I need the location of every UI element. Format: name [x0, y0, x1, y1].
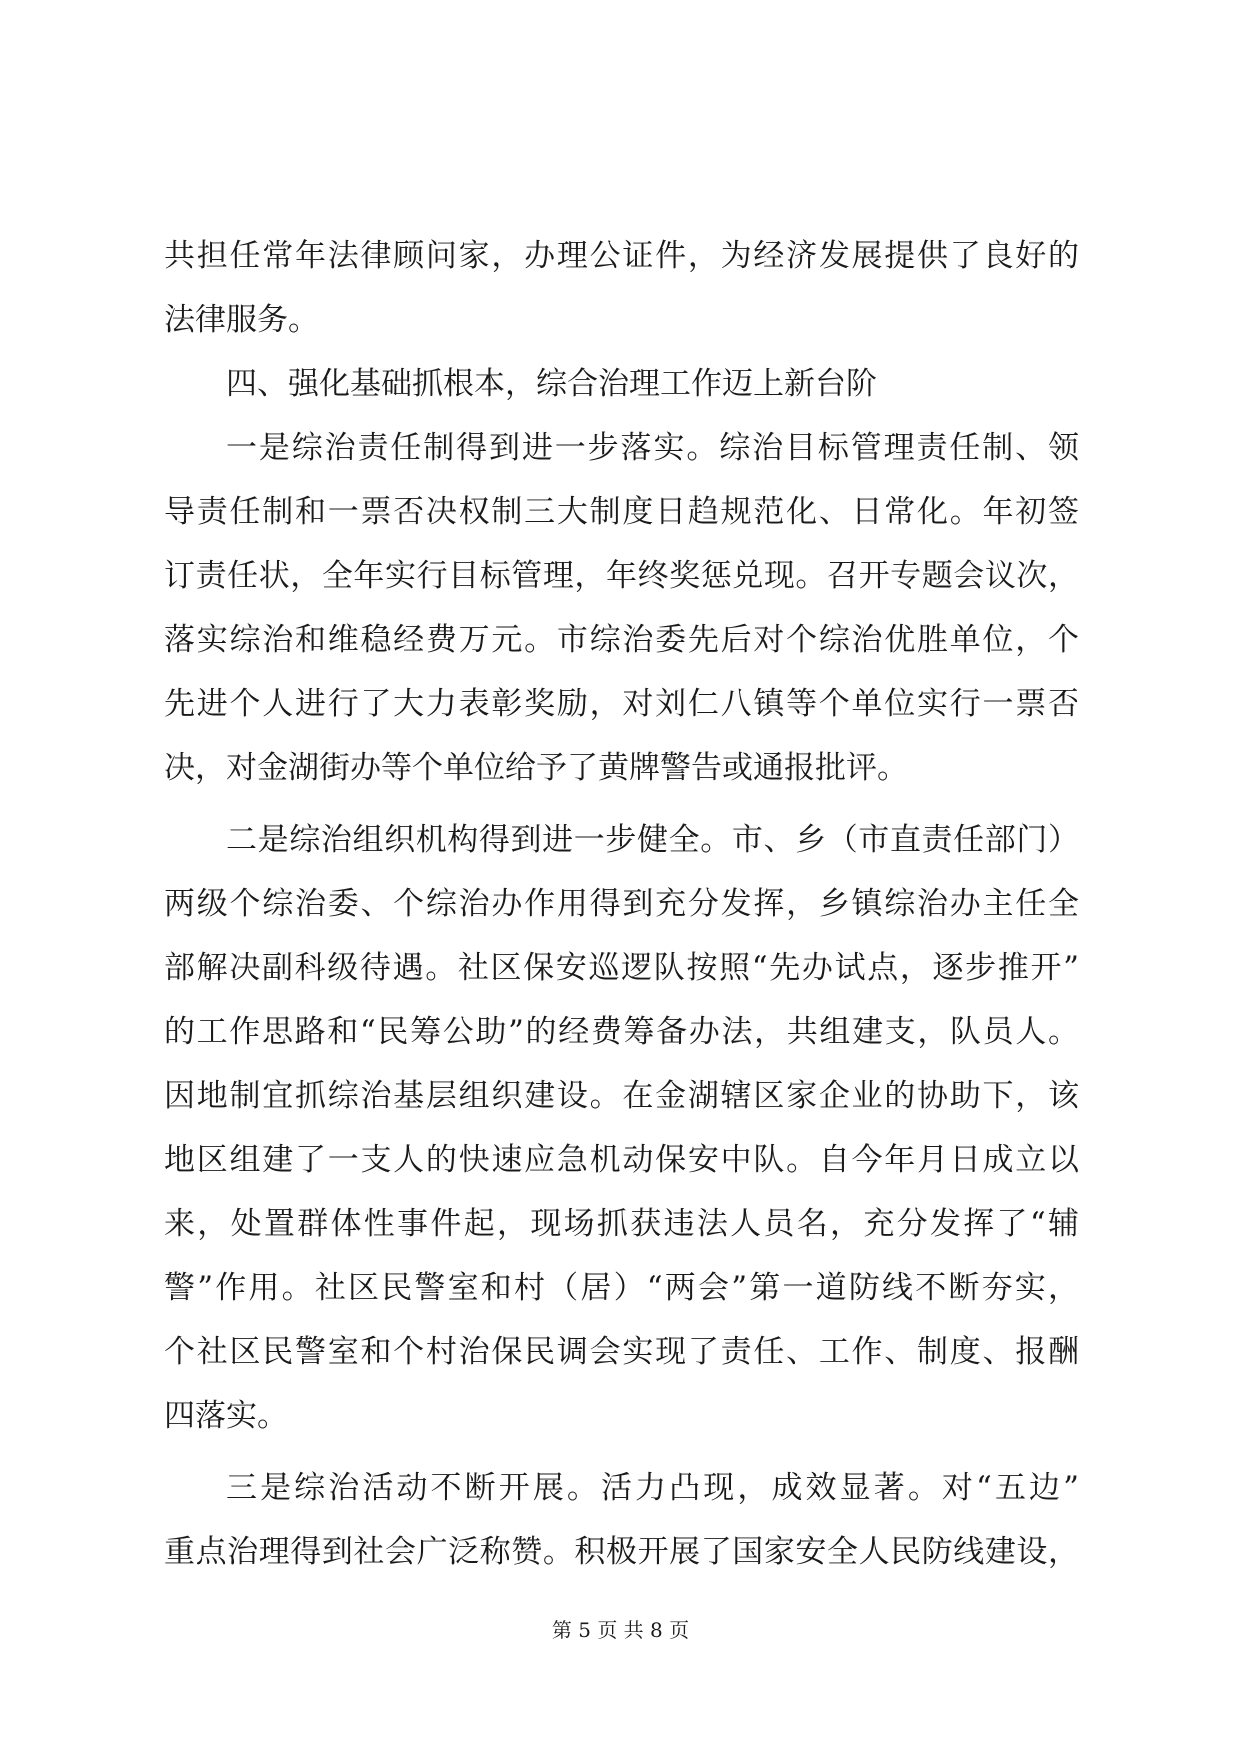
document-body	[164, 224, 1079, 1584]
body-line: 导责任制和一票否决权制三大制度日趋规范化、日常化。年初签	[164, 494, 1079, 530]
body-line: 重点治理得到社会广泛称赞。积极开展了国家安全人民防线建设，	[164, 1534, 1079, 1570]
body-line: 来，处置群体性事件起，现场抓获违法人员名，充分发挥了“辅	[164, 1206, 1079, 1242]
page-number: 第 5 页 共 8 页	[551, 1618, 690, 1642]
body-line: 先进个人进行了大力表彰奖励，对刘仁八镇等个单位实行一票否	[164, 686, 1079, 722]
section-heading: 四、强化基础抓根本，综合治理工作迈上新台阶	[226, 366, 877, 402]
body-line: 决，对金湖街办等个单位给予了黄牌警告或通报批评。	[164, 750, 908, 786]
body-line: 三是综治活动不断开展。活力凸现，成效显著。对“五边”	[226, 1470, 1079, 1506]
body-line: 两级个综治委、个综治办作用得到充分发挥，乡镇综治办主任全	[164, 886, 1079, 922]
body-line: 地区组建了一支人的快速应急机动保安中队。自今年月日成立以	[164, 1142, 1079, 1178]
body-line: 部解决副科级待遇。社区保安巡逻队按照“先办试点，逐步推开”	[164, 950, 1079, 986]
body-line: 警”作用。社区民警室和村（居）“两会”第一道防线不断夯实，	[164, 1270, 1079, 1306]
body-line: 的工作思路和“民筹公助”的经费筹备办法，共组建支，队员人。	[164, 1014, 1079, 1050]
body-line: 法律服务。	[164, 302, 319, 338]
body-line: 落实综治和维稳经费万元。市综治委先后对个综治优胜单位，个	[164, 622, 1079, 658]
body-line: 二是综治组织机构得到进一步健全。市、乡（市直责任部门）	[226, 822, 1079, 858]
body-line: 一是综治责任制得到进一步落实。综治目标管理责任制、领	[226, 430, 1079, 466]
body-line: 四落实。	[164, 1398, 288, 1434]
body-line: 共担任常年法律顾问家，办理公证件，为经济发展提供了良好的	[164, 238, 1079, 274]
body-line: 订责任状，全年实行目标管理，年终奖惩兑现。召开专题会议次，	[164, 558, 1079, 594]
body-line: 因地制宜抓综治基层组织建设。在金湖辖区家企业的协助下，该	[164, 1078, 1079, 1114]
body-line: 个社区民警室和个村治保民调会实现了责任、工作、制度、报酬	[164, 1334, 1079, 1370]
